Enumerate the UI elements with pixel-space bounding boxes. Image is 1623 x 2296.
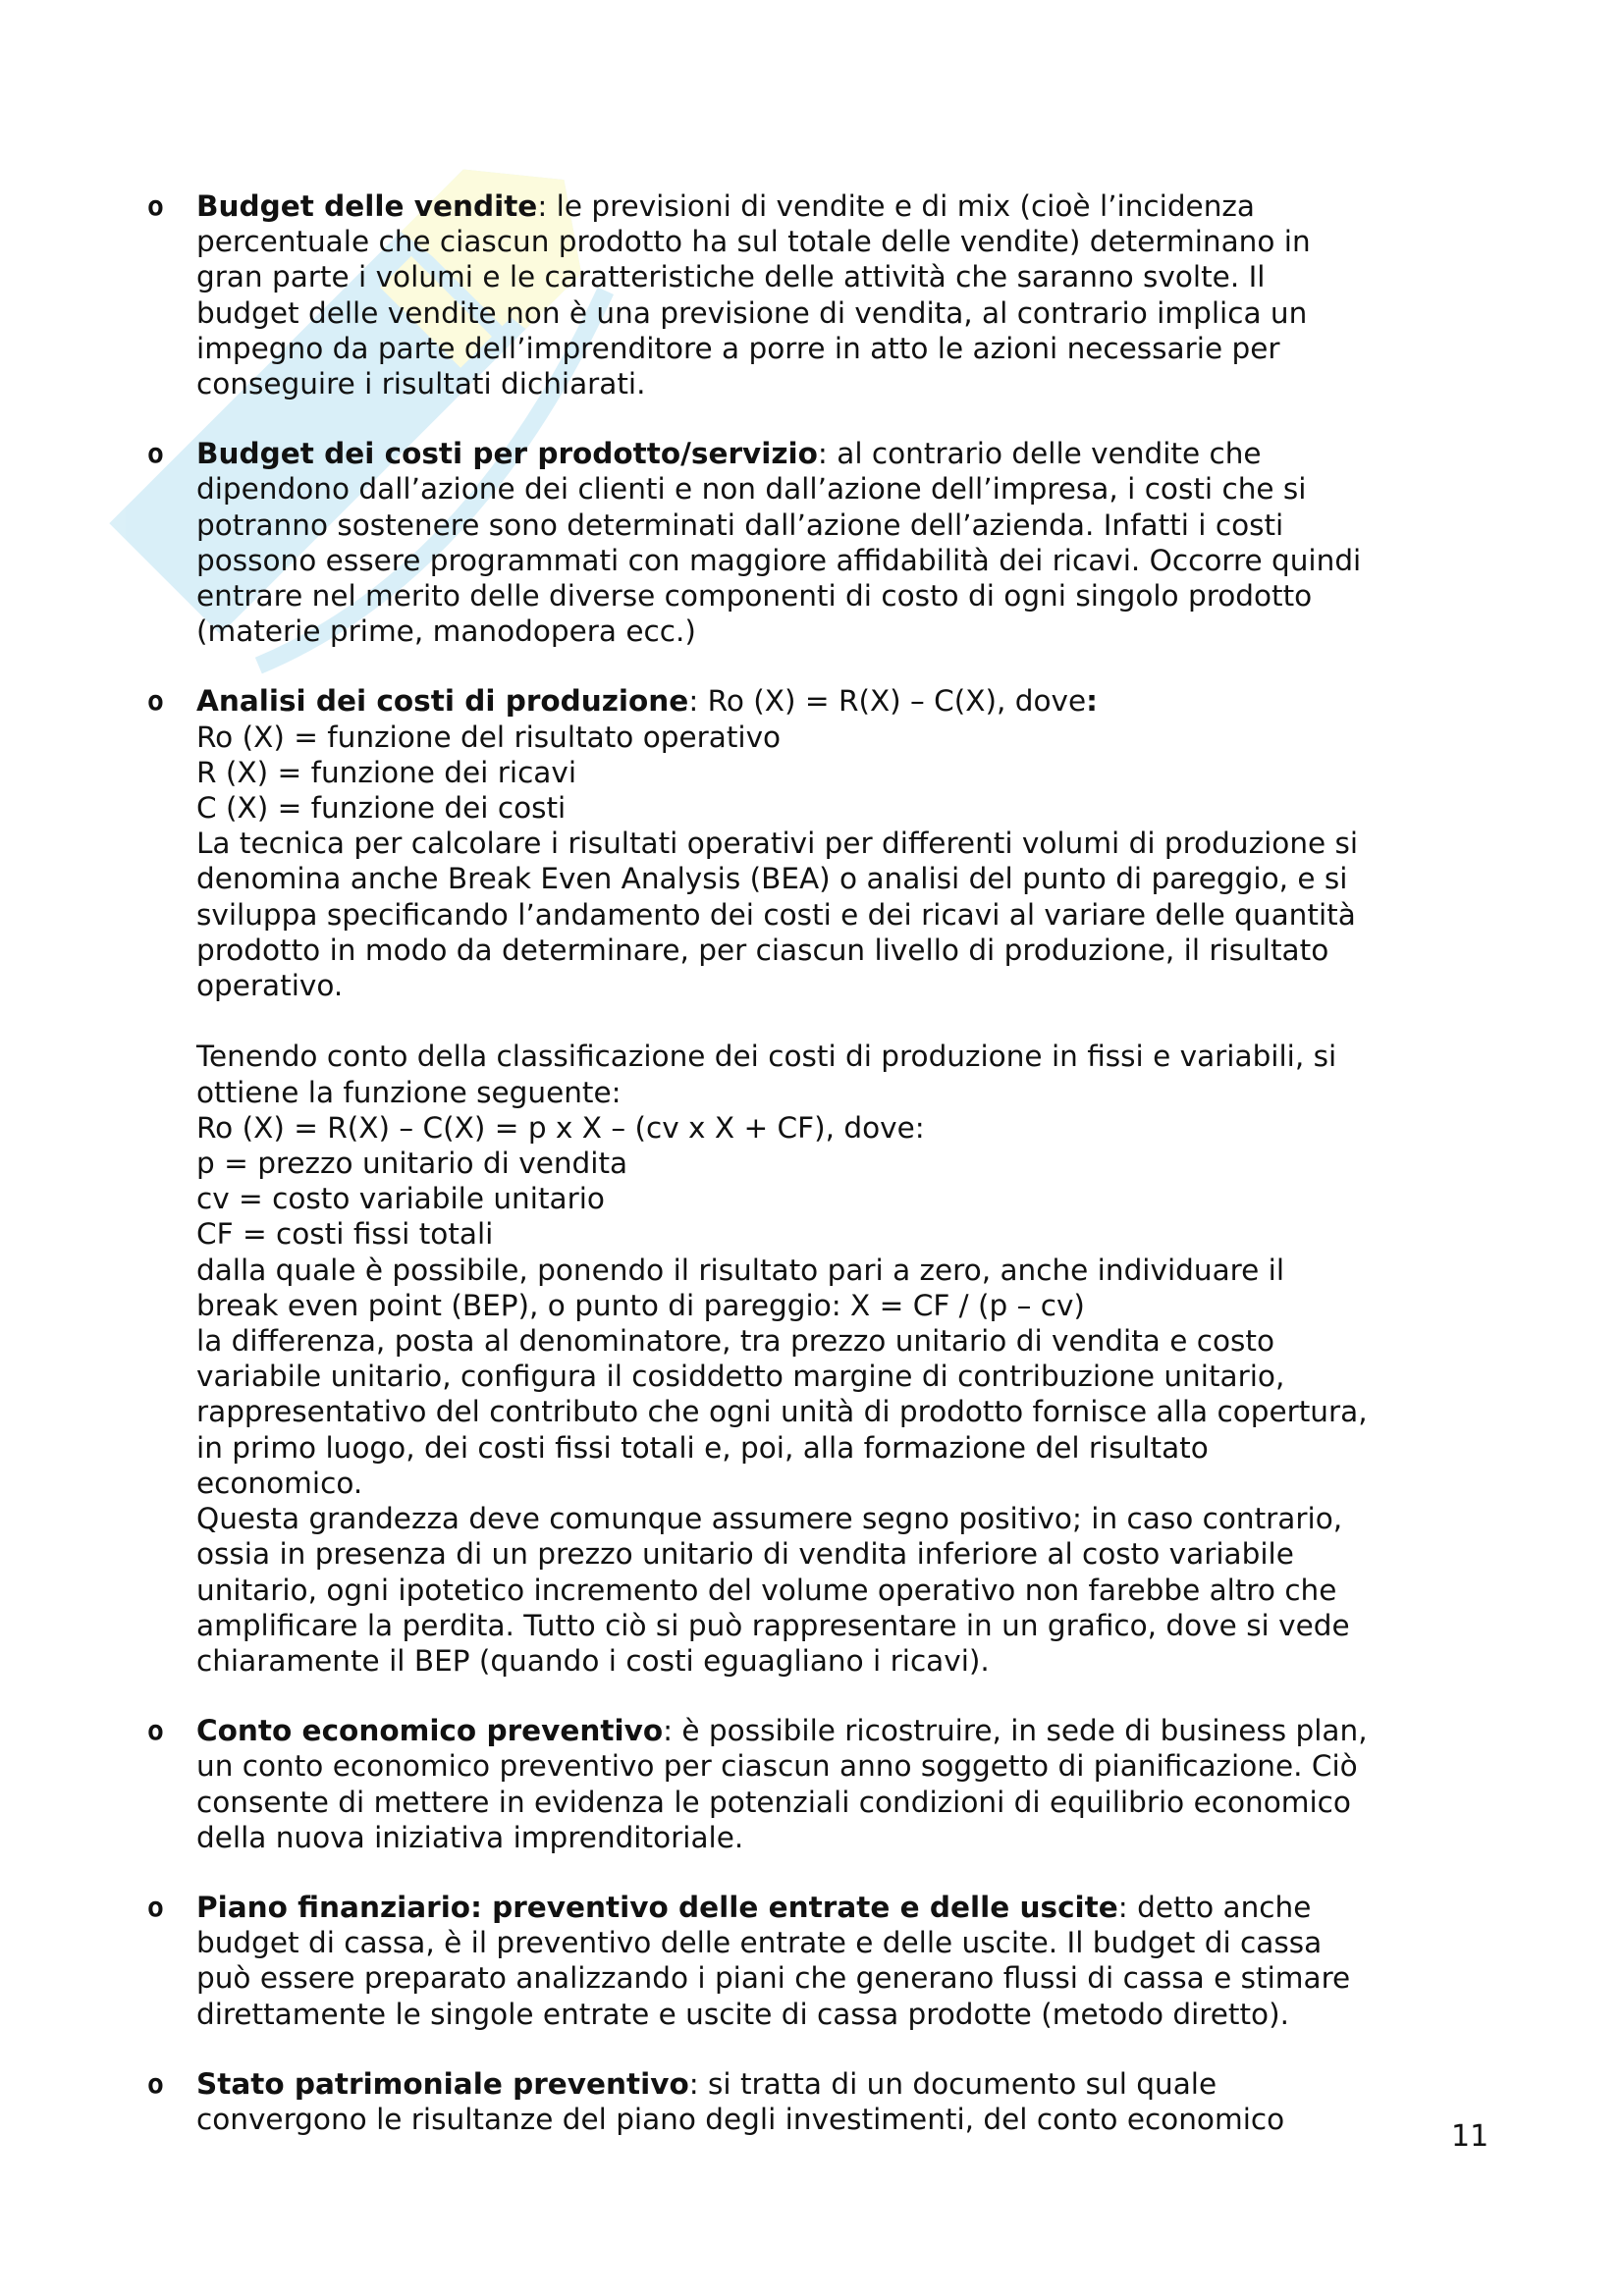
list-item-stato-patrimoniale [147,2066,1492,2137]
first-line [196,1890,1492,1925]
first-line [196,436,1492,471]
line-text: R (X) = funzione dei ricavi [196,755,577,789]
line-text: amplificare la perdita. Tutto ciò si può rappresentare in un grafico, dove si vede [196,1608,1350,1642]
line-text: prodotto in modo da determinare, per ciascun livello di produzione, il risultato [196,933,1329,967]
line-text: p = prezzo unitario di vendita [196,1147,628,1181]
line-text: convergono le risultanze del piano degli investimenti, del conto economico [196,2102,1285,2136]
line-text: : al contrario delle vendite che [817,437,1262,471]
line-text: può essere preparato analizzando i piani che generano flussi di cassa e stimare [196,1961,1351,1996]
list-bullet: o [147,1714,164,1747]
line-text: chiaramente il BEP (quando i costi eguagliano i ricavi). [196,1643,990,1678]
line-text: : le previsioni di vendite e di mix (cioè l’incidenza [537,189,1255,223]
line-text: denomina anche Break Even Analysis (BEA) o analisi del punto di pareggio, e si [196,862,1348,896]
first-line [196,683,1492,719]
first-line [196,2066,1492,2102]
list-item-analisi-costi [147,683,1492,1679]
line-text: Questa grandezza deve comunque assumere segno positivo; in caso contrario, [196,1502,1343,1536]
term-budget-vendite: Budget delle vendite [196,189,538,223]
line-text: rappresentativo del contributo che ogni unità di prodotto fornisce alla copertura, [196,1395,1368,1429]
line-text: : Ro (X) = R(X) – C(X), dove [688,684,1087,719]
line-text: C (X) = funzione dei costi [196,791,567,826]
list-item-piano-finanziario [147,1890,1492,2032]
line-text: unitario, ogni ipotetico incremento del volume operativo non farebbe altro che [196,1573,1337,1607]
line-text: (materie prime, manodopera ecc.) [196,614,696,649]
line-text: possono essere programmati con maggiore affidabilità dei ricavi. Occorre quindi [196,543,1362,577]
line-text: sviluppa specificando l’andamento dei costi e dei ricavi al variare delle quantità [196,897,1356,932]
line-text: break even point (BEP), o punto di pareggio: X = CF / (p – cv) [196,1288,1085,1322]
line-text: consente di mettere in evidenza le potenziali condizioni di equilibrio economico [196,1785,1351,1819]
line-text: variabile unitario, configura il cosiddetto margine di contribuzione unitario, [196,1360,1285,1394]
list-bullet: o [147,684,164,718]
line-text: Ro (X) = R(X) – C(X) = p x X – (cv x X + CF), dove: [196,1110,925,1145]
line-text: economico. [196,1466,363,1500]
line-text: budget di cassa, è il preventivo delle entrate e delle uscite. Il budget di cassa [196,1926,1323,1960]
page-number: 11 [1451,2119,1489,2154]
line-text: : è possibile ricostruire, in sede di business plan, [663,1714,1368,1748]
line-text: Ro (X) = funzione del risultato operativo [196,720,782,754]
line-text: conseguire i risultati dichiarati. [196,367,646,401]
line-text: operativo. [196,969,344,1003]
list-item-conto-economico [147,1713,1492,1855]
line-text: La tecnica per calcolare i risultati operativi per differenti volumi di produzione si [196,827,1359,861]
list-bullet: o [147,1890,164,1923]
document-body [147,188,1492,2171]
line-text: cv = costo variabile unitario [196,1182,605,1216]
line-text: in primo luogo, dei costi fissi totali e, poi, alla formazione del risultato [196,1430,1209,1465]
colon-bold: : [1086,684,1098,719]
line-text: : si tratta di un documento sul quale [688,2066,1217,2101]
term-budget-costi: Budget dei costi per prodotto/servizio [196,437,818,471]
line-text: direttamente le singole entrate e uscite di cassa prodotte (metodo diretto). [196,1997,1289,2031]
line-text: entrare nel merito delle diverse componenti di costo di ogni singolo prodotto [196,579,1313,614]
line-text: : detto anche [1117,1890,1312,1924]
term-analisi-costi: Analisi dei costi di produzione [196,684,689,719]
line-text: un conto economico preventivo per ciascun anno soggetto di pianificazione. Ciò [196,1749,1358,1784]
line-text: CF = costi fissi totali [196,1217,494,1252]
first-line [196,1713,1492,1748]
line-text: Tenendo conto della classificazione dei costi di produzione in fissi e variabili, si [196,1040,1337,1074]
term-conto-economico: Conto economico preventivo [196,1714,664,1748]
term-stato-patrimoniale: Stato patrimoniale preventivo [196,2066,689,2101]
line-text: impegno da parte dell’imprenditore a porre in atto le azioni necessarie per [196,331,1280,365]
list-bullet: o [147,437,164,470]
line-text: gran parte i volumi e le caratteristiche delle attività che saranno svolte. Il [196,260,1266,294]
list-bullet: o [147,2066,164,2100]
list-item-budget-costi [147,436,1492,649]
list-item-budget-vendite [147,188,1492,401]
blank-line [196,1003,1492,1039]
line-text: dalla quale è possibile, ponendo il risultato pari a zero, anche individuare il [196,1253,1285,1287]
line-text: dipendono dall’azione dei clienti e non dall’azione dell’impresa, i costi che si [196,472,1307,507]
line-text: budget delle vendite non è una previsione di vendita, al contrario implica un [196,295,1308,330]
line-text: la differenza, posta al denominatore, tra prezzo unitario di vendita e costo [196,1324,1275,1359]
line-text: ottiene la funzione seguente: [196,1075,622,1109]
line-text: della nuova iniziativa imprenditoriale. [196,1820,744,1854]
line-text: potranno sostenere sono determinati dall’azione dell’azienda. Infatti i costi [196,507,1284,542]
term-piano-finanziario: Piano finanziario: preventivo delle entrate e delle uscite [196,1890,1118,1924]
line-text: percentuale che ciascun prodotto ha sul totale delle vendite) determinano in [196,225,1311,259]
line-text: ossia in presenza di un prezzo unitario di vendita inferiore al costo variabile [196,1537,1294,1572]
list-bullet: o [147,189,164,222]
first-line [196,188,1492,224]
